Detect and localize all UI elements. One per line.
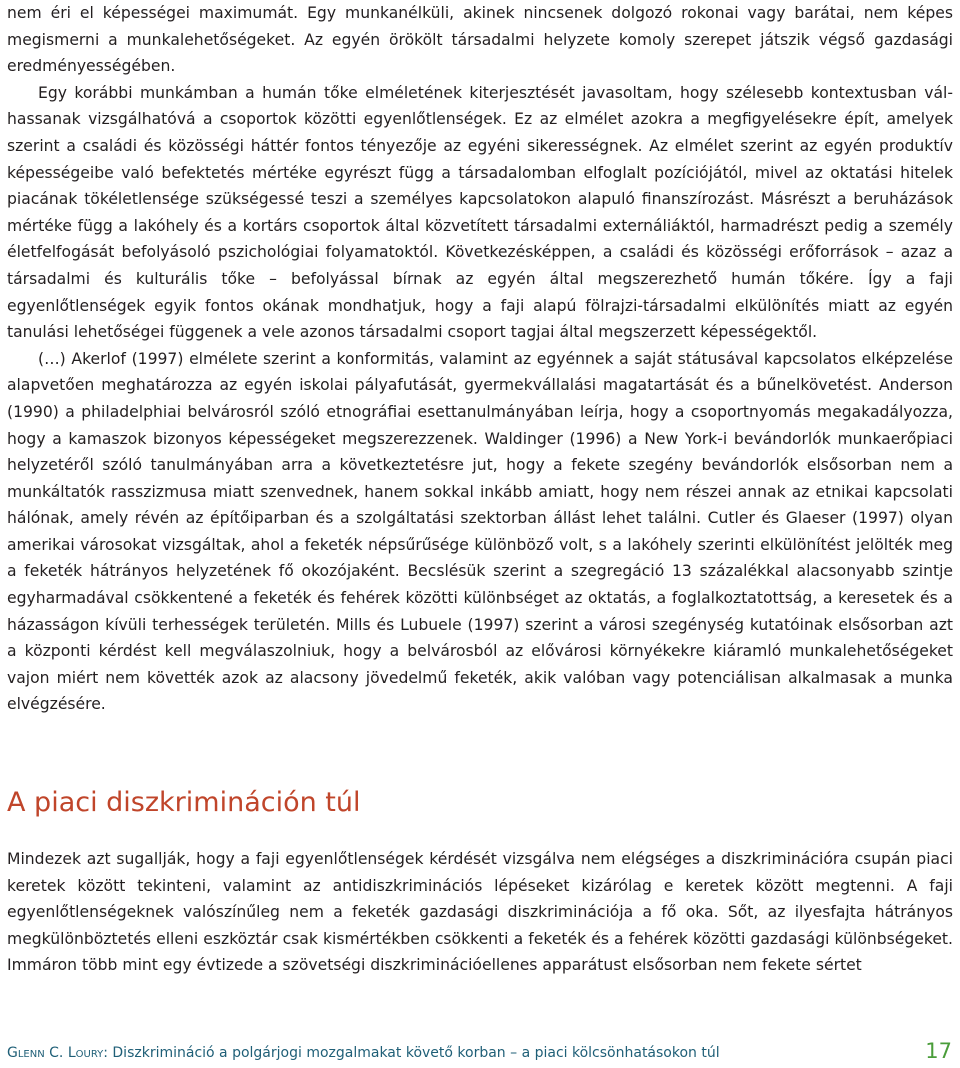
section-heading: A piaci diszkrimináción túl	[7, 787, 361, 818]
footer-running-title	[7, 1045, 720, 1061]
footer-title: Diszkrimináció a polgárjogi mozgalmakat követő korban – a piaci kölcsönhatásokon túl	[107, 1045, 720, 1061]
page-footer	[7, 1040, 953, 1068]
footer-author: Glenn C. Loury:	[7, 1045, 108, 1061]
section-paragraph-1: Mindezek azt sugallják, hogy a faji egyenlőtlenségek kérdését vizsgálva nem elégséges a diszkriminációra csupán piaci keretek között tekinteni, valamint az antidiszkriminációs lépéseket kizárólag e keretek között megtenni. A faji egyenlőtlenségeknek valószínűleg nem a feketék gazdasági diszkriminációja a fő oka. Sőt, az ilyesfajta hátrányos megkülönböztetés elleni eszköztár csak kismértékben csökkenti a feketék és a fehérek közötti gazdasági különbségeket. Immáron több mint egy évtizede a szövetségi diszkriminációellenes apparátust elsősorban nem fekete sértet	[7, 850, 953, 975]
section-body	[7, 846, 953, 979]
document-page	[7, 0, 953, 718]
body-paragraph-1: nem éri el képességei maximumát. Egy munkanélküli, akinek nincsenek dolgozó rokonai vagy barátai, nem képes megismerni a munkalehetőségeket. Az egyén örökölt társadalmi helyzete komoly szerepet játszik végső gazdasági eredményességében.	[7, 4, 953, 76]
body-paragraph-3: (…) Akerlof (1997) elmélete szerint a konformitás, valamint az egyénnek a saját státusával kapcsolatos elképzelése alapvetően meghatározza az egyén iskolai pályafutását, gyermekvállalási magatartását és a bűnelkövetést. Anderson (1990) a philadelphiai belvárosról szóló etnográfiai esettanulmányában leírja, hogy a csoportnyomás megakadályozza, hogy a kamaszok bizonyos képességeket megszerezzenek. Waldinger (1996) a New York-i bevándorlók munkaerőpiaci helyzetéről szóló tanulmányában arra a következtetésre jut, hogy a fekete szegény bevándorlók elsősorban nem a munkáltatók rasszizmusa miatt szenvednek, hanem sokkal inkább amiatt, hogy nem részei annak az etnikai kapcsolati hálónak, amely révén az építőiparban és a szolgáltatási szektorban állást lehet találni. Cutler és Glaeser (1997) olyan amerikai városokat vizsgáltak, ahol a feketék népsűrűsége különböző volt, s a lakóhely szerinti elkülönítést jelölték meg a feketék hátrányos helyzetének fő okozójaként. Becslésük szerint a szegregáció 13 százalékkal alacsonyabb szintje egyharmadával csökkentené a feketék és fehérek közötti különbséget az oktatás, a foglalkoztatottság, a keresetek és a házasságon kívüli terhességek területén. Mills és Lubuele (1997) szerint a városi szegénység kutatóinak elsősorban azt a központi kérdést kell megválaszolniuk, hogy a belvárosból az elővárosi környékekre kiáramló munkalehetőségeket vajon miért nem követték azok az alacsony jövedelmű feketék, akik valóban vagy potenciálisan alkalmasak a munka elvégzésére.	[7, 349, 953, 714]
page-number: 17	[925, 1039, 952, 1063]
body-paragraph-2: Egy korábbi munkámban a humán tőke elméletének kiterjesztését javasoltam, hogy szélesebb kontextusban válhassanak vizsgálhatóvá a csoportok közötti egyenlőtlenségek. Ez az elmélet azokra a megfigyelésekre épít, amelyek szerint a családi és közösségi háttér fontos tényezője az egyéni sikerességnek. Az elmélet szerint az egyén produktív képességeibe való befektetés mértéke egyrészt függ a társadalomban elfoglalt pozíciójától, mivel az oktatási hitelek piacának tökéletlensége szükségessé teszi a személyes kapcsolatokon alapuló finanszírozást. Másrészt a beruházások mértéke függ a lakóhely és a kortárs csoportok által közvetített társadalmi externáliáktól, harmadrészt pedig a személy életfelfogását befolyásoló pszichológiai folyamatoktól. Következésképpen, a családi és közösségi erőforrások – azaz a társadalmi és kulturális tőke – befolyással bírnak az egyén által megszerezhető humán tőkére. Így a faji egyenlőtlenségek egyik fontos okának mondhatjuk, hogy a faji alapú fölrajzi-társadalmi elkülönítés miatt az egyén tanulási lehetőségei függenek a vele azonos társadalmi csoport tagjai által megszerzett képességektől.	[7, 83, 953, 342]
